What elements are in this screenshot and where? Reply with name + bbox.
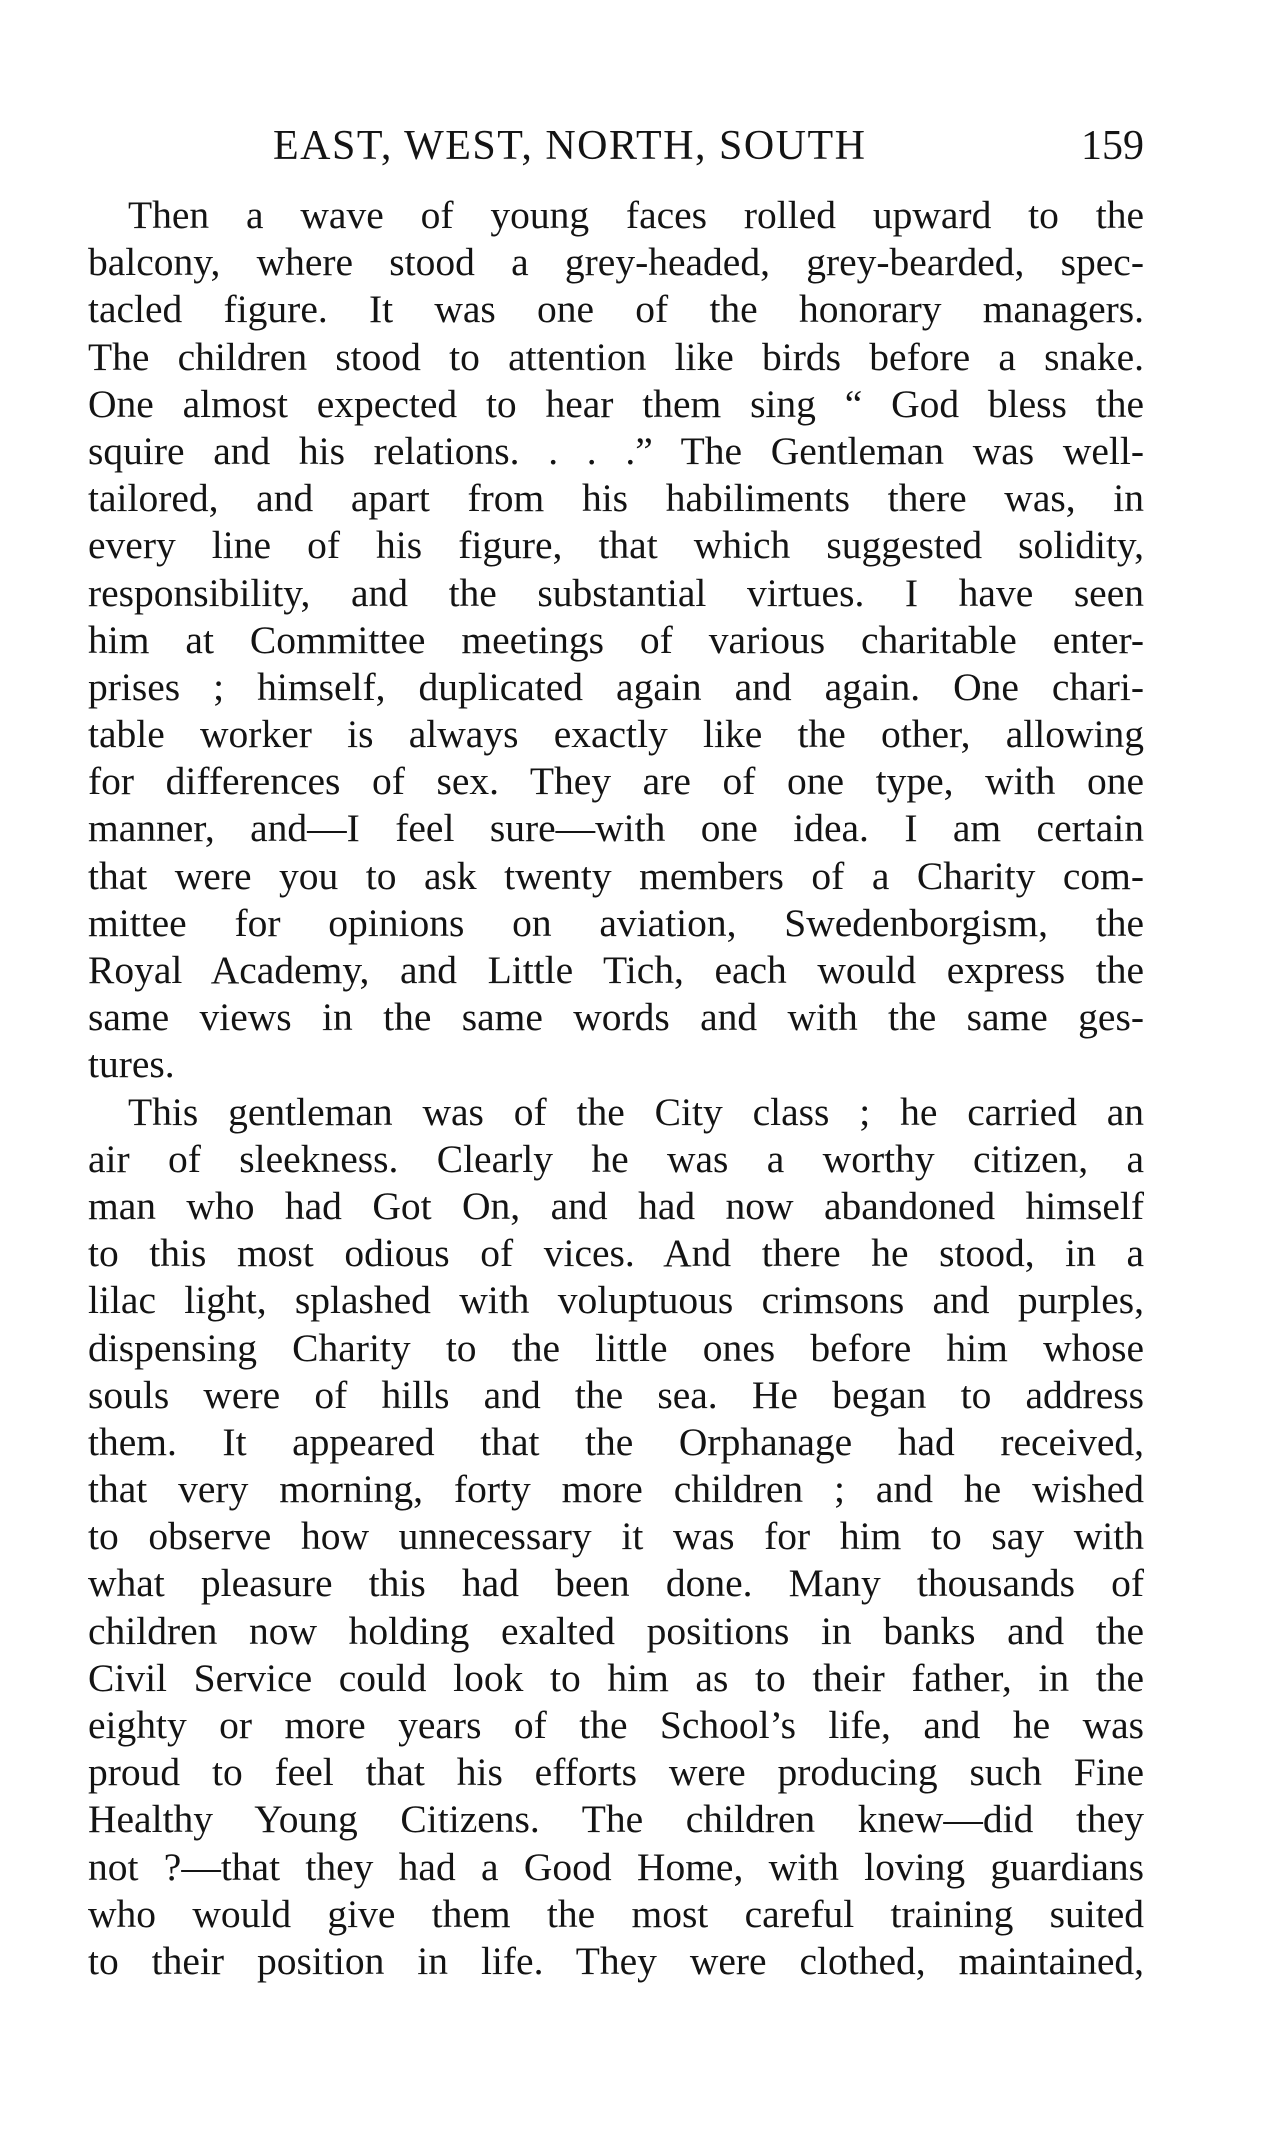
body-text (88, 192, 1144, 1985)
text-line: mittee for opinions on aviation, Swedenborgism, the (88, 900, 1144, 945)
text-line: table worker is always exactly like the other, allowing (88, 712, 1144, 757)
text-line: prises ; himself, duplicated again and again. One chari- (88, 664, 1144, 709)
text-line: them. It appeared that the Orphanage had received, (88, 1419, 1144, 1464)
text-line: manner, and—I feel sure—with one idea. I am certain (88, 806, 1144, 851)
text-line: One almost expected to hear them sing “ God bless the (88, 381, 1144, 426)
text-line: man who had Got On, and had now abandoned himself (88, 1183, 1144, 1228)
text-line: proud to feel that his efforts were producing such Fine (88, 1750, 1144, 1795)
text-line: This gentleman was of the City class ; he carried an (128, 1089, 1144, 1134)
text-line: eighty or more years of the School’s life, and he was (88, 1703, 1144, 1747)
text-line: The children stood to attention like birds before a snake. (88, 334, 1144, 379)
text-line: every line of his figure, that which suggested solidity, (88, 523, 1144, 568)
text-line: for differences of sex. They are of one type, with one (88, 759, 1144, 804)
text-line: squire and his relations. . . .” The Gentleman was well- (88, 428, 1144, 473)
text-line: him at Committee meetings of various charitable enter- (88, 617, 1144, 662)
text-line: lilac light, splashed with voluptuous crimsons and purples, (88, 1278, 1144, 1323)
text-line: dispensing Charity to the little ones before him whose (88, 1325, 1144, 1370)
text-line: to their position in life. They were clothed, maintained, (88, 1938, 1144, 1983)
text-line: Royal Academy, and Little Tich, each would express the (88, 948, 1144, 992)
text-line: that were you to ask twenty members of a Charity com- (88, 853, 1144, 898)
text-line: Then a wave of young faces rolled upward to the (128, 193, 1144, 237)
text-line: tailored, and apart from his habiliments there was, in (88, 476, 1144, 521)
text-line: that very morning, forty more children ; and he wished (88, 1467, 1144, 1512)
text-line: children now holding exalted positions in banks and the (88, 1608, 1144, 1653)
text-line: to this most odious of vices. And there he stood, in a (88, 1231, 1144, 1276)
text-line: Civil Service could look to him as to their father, in the (88, 1655, 1144, 1700)
text-line: responsibility, and the substantial virtues. I have seen (88, 570, 1144, 615)
text-line: who would give them the most careful training suited (88, 1891, 1144, 1936)
running-head (88, 118, 1144, 174)
text-line: to observe how unnecessary it was for him to say with (88, 1514, 1144, 1559)
text-line: air of sleekness. Clearly he was a worthy citizen, a (88, 1136, 1144, 1181)
text-line: souls were of hills and the sea. He began to address (88, 1372, 1144, 1417)
text-line: tures. (88, 1042, 175, 1087)
text-line: tacled figure. It was one of the honorary managers. (88, 287, 1144, 332)
text-line: what pleasure this had been done. Many thousands of (88, 1561, 1144, 1606)
text-line: Healthy Young Citizens. The children knew—did they (88, 1797, 1144, 1842)
text-line: same views in the same words and with the same ges- (88, 995, 1144, 1040)
text-line: balcony, where stood a grey-headed, grey-bearded, spec- (88, 240, 1144, 285)
page-number: 159 (1081, 123, 1144, 169)
running-title: EAST, WEST, NORTH, SOUTH (273, 123, 867, 169)
text-line: not ?—that they had a Good Home, with loving guardians (88, 1844, 1144, 1889)
